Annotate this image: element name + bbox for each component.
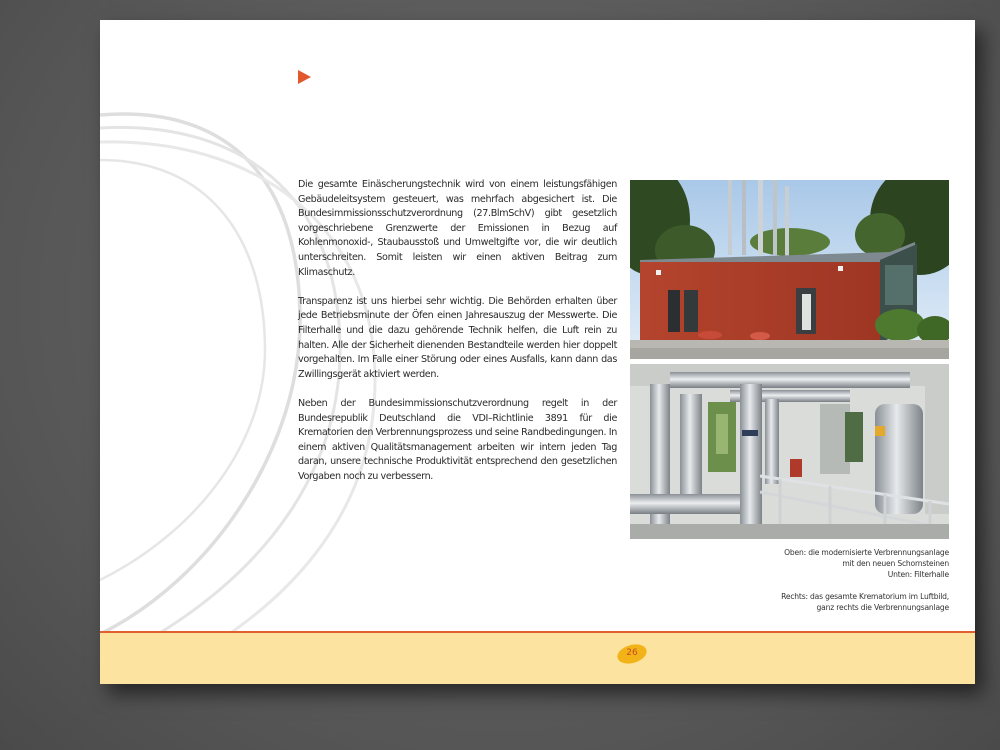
body-text xyxy=(298,178,617,499)
triangle-right-icon xyxy=(298,70,311,84)
paragraph-regulations: Neben der Bundesimmissionschutzverordnung regelt in der Bundesrepublik Deutschland die VDI–Richtlinie 3891 für die Krematorien den Verbrennungsprozess und seine Randbedingungen. In einem aktiven Qualitätsmanagement arbeiten wir intern jeden Tag daran, unsere technische Produktivität entsprechend den gesetzlichen Vorgaben noch zu verbessern. xyxy=(298,397,617,482)
page-number: 26 xyxy=(626,648,638,658)
caption-line: mit den neuen Schornsteinen xyxy=(842,559,949,568)
paragraph-emission-control: Die gesamte Einäscherungstechnik wird von einem leistungsfähigen Gebäudeleitsystem gesteuert, was mehrfach abgesichert ist. Die Bundesimmissionsschutzverordnung (27.BlmSchV) gibt gesetzlich vorgeschriebene Grenzwerte der Emissionen in Bezug auf Kohlenmonoxid-, Staubausstoß und Umweltgifte vor, die wir deutlich unterschreiten. Somit leisten wir einen aktiven Beitrag zum Klimaschutz. xyxy=(298,179,617,278)
caption-line: Rechts: das gesamte Krematorium im Luftbild, xyxy=(781,592,949,601)
page-footer xyxy=(100,633,975,684)
photo-incineration-plant xyxy=(630,180,949,359)
caption-line: Unten: Filterhalle xyxy=(887,570,949,579)
photo-filter-hall xyxy=(630,364,949,539)
brochure-page xyxy=(100,20,975,684)
photo-captions xyxy=(689,547,949,613)
paragraph-transparency: Transparenz ist uns hierbei sehr wichtig. Die Behörden erhalten über jede Betriebsminute der Öfen einen Jahresauszug der Messwerte. Die Filterhalle und die dazu gehörende Technik helfen, die Luft rein zu halten. Alle der Sicherheit dienenden Bestandteile werden hier doppelt vorgehalten. Im Falle einer Störung oder eines Ausfalls, kann dann das Zwillingsgerät aktiviert werden. xyxy=(298,295,617,380)
caption-line: ganz rechts die Verbrennungsanlage xyxy=(816,603,949,612)
caption-line: Oben: die modernisierte Verbrennungsanlage xyxy=(784,548,949,557)
